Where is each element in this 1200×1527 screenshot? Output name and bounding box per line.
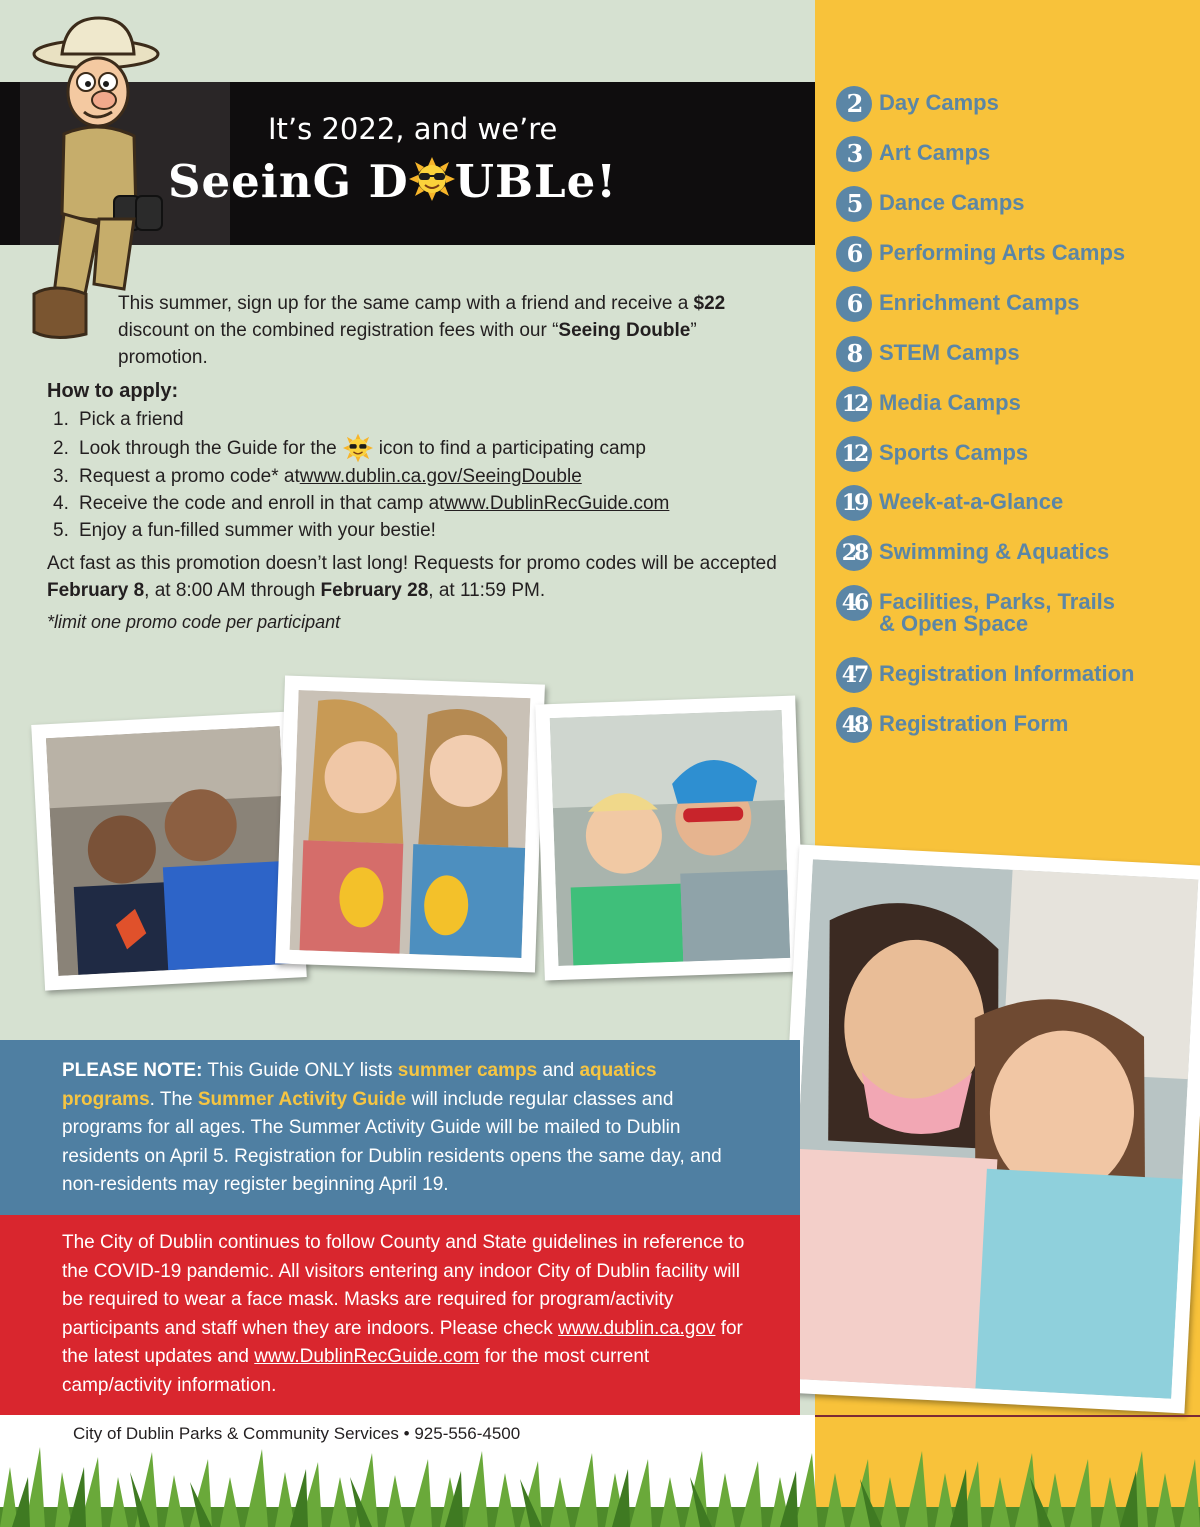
covid-notice-text: The City of Dublin continues to follow County and State guidelines in reference to the COVID-19 pandemic. All visitors entering any indoor City of Dublin facility will be required to wear a face mask. Masks are required for program/activity participants and staff when they are indoors. Please check www.dublin.ca.gov for the latest updates and www.DublinRecGuide.com for the most current camp/activity information. [62,1232,745,1396]
toc-item-media-camps[interactable]: 12 Media Camps [836,386,1021,422]
list-item: 2. Look through the Guide for the icon to find a participating camp [53,433,669,463]
toc-item-week-at-a-glance[interactable]: 19 Week-at-a-Glance [836,485,1063,521]
banner-title-part1: SeeinG D [168,155,409,208]
list-item: 4. Receive the code and enroll in that camp at www.DublinRecGuide.com [53,490,669,517]
toc-item-sports-camps[interactable]: 12 Sports Camps [836,436,1028,472]
footer-contact: City of Dublin Parks & Community Services • 925-556-4500 [73,1424,521,1443]
sunglasses-sun-icon [343,433,373,463]
toc-item-day-camps[interactable]: 2 Day Camps [836,86,999,122]
discount-amount: $22 [693,293,726,314]
act-fast-paragraph: Act fast as this promotion doesn’t last long! Requests for promo codes will be accepted February 8, at 8:00 AM through February 28, at 11:59 PM. [47,553,777,601]
toc-item-registration-information[interactable]: 47 Registration Information [836,657,1134,693]
footer-divider [815,1415,1200,1417]
toc-item-dance-camps[interactable]: 5 Dance Camps [836,186,1025,222]
promo-name: Seeing Double [558,320,691,341]
how-to-apply-heading: How to apply: [47,380,179,402]
limit-note: *limit one promo code per participant [47,612,341,632]
toc-item-performing-arts-camps[interactable]: 6 Performing Arts Camps [836,236,1125,272]
dublin-gov-link[interactable]: www.dublin.ca.gov [558,1317,716,1339]
end-date: February 28 [320,580,429,601]
toc-item-stem-camps[interactable]: 8 STEM Camps [836,336,1020,372]
list-item: 5. Enjoy a fun-filled summer with your bestie! [53,520,436,541]
photo-two-girls [275,676,545,973]
toc-item-swimming-aquatics[interactable]: 28 Swimming & Aquatics [836,535,1109,571]
toc-item-registration-form[interactable]: 48 Registration Form [836,707,1068,743]
list-item: 3. Request a promo code* at www.dublin.ca.gov/SeeingDouble [53,463,669,490]
apply-steps [53,406,669,544]
photo-two-boys-outdoors [535,696,804,981]
list-item: 1. Pick a friend [53,409,184,430]
promo-intro: This summer, sign up for the same camp with a friend and receive a $22 discount on the combined registration fees with our “Seeing Double” promotion. [118,293,726,368]
please-note-text: PLEASE NOTE: This Guide ONLY lists summer camps and aquatics programs. The Summer Activity Guide will include regular classes and programs for all ages. The Summer Activity Guide will be mailed to Dublin residents on April 5. Registration for Dublin residents opens the same day, and non-residents may register beginning April 19. [62,1060,722,1195]
start-date: February 8 [47,580,145,601]
photo-girls-hugging [771,845,1200,1414]
rec-guide-link[interactable]: www.DublinRecGuide.com [444,493,670,514]
banner-title [168,155,617,208]
toc-item-art-camps[interactable]: 3 Art Camps [836,136,990,172]
toc-item-enrichment-camps[interactable]: 6 Enrichment Camps [836,286,1080,322]
rec-guide-link[interactable]: www.DublinRecGuide.com [254,1346,480,1367]
toc-item-facilities-parks-trails[interactable]: 46 Facilities, Parks, Trails & Open Space [836,585,1115,635]
banner-headline: It’s 2022, and we’re [268,112,558,146]
seeing-double-link[interactable]: www.dublin.ca.gov/SeeingDouble [299,466,582,487]
grass-border-icon [0,1447,1200,1527]
photo-two-boys [31,711,307,990]
banner-title-part2: UBLe! [454,155,618,208]
sunglasses-sun-icon [409,157,455,197]
